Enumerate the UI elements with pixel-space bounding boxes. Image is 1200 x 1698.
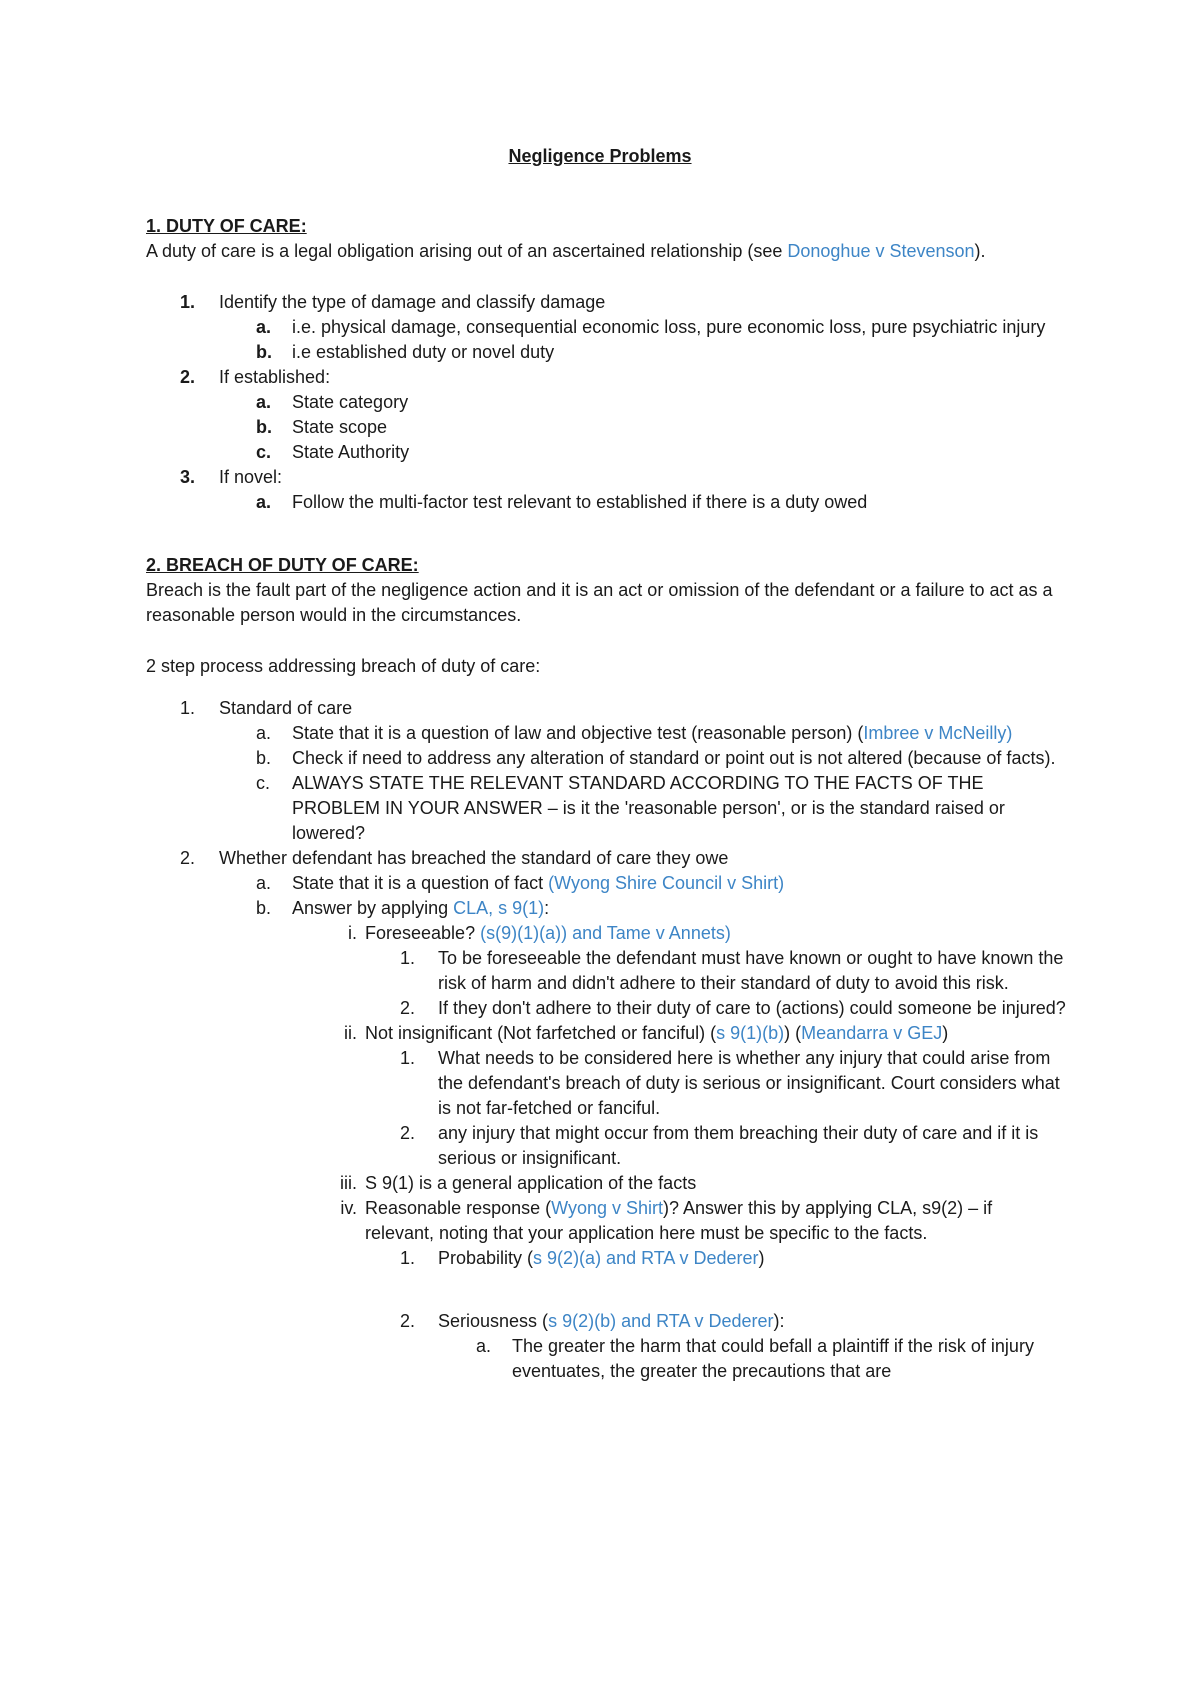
case-link-meandarra[interactable]: Meandarra v GEJ [801, 1023, 943, 1043]
list-item-not-insignificant-2: 2. any injury that might occur from them breaching their duty of care and if it is serious or insignificant. [400, 1123, 1039, 1168]
case-link-rta-probability[interactable]: s 9(2)(a) and RTA v Dederer [533, 1248, 759, 1268]
statute-link-s9-1-b[interactable]: s 9(1)(b) [716, 1023, 785, 1043]
duty-list-item: 3. If novel: [180, 467, 283, 487]
list-item-reasonable-response: iv. Reasonable response (Wyong v Shirt)? Answer this by applying CLA, s9(2) – if relevant, noting that your application here must be specific to the facts. [340, 1198, 993, 1243]
breach-intro: Breach is the fault part of the negligence action and it is an act or omission of the defendant or a failure to act as a reasonable person would in the circumstances. [146, 580, 1053, 625]
list-item-general-application: iii. S 9(1) is a general application of the facts [340, 1173, 697, 1193]
duty-sub-item: c. State Authority [256, 442, 410, 462]
statute-link-cla-s9-1[interactable]: CLA, s 9(1) [453, 898, 545, 918]
duty-sub-item: b. State scope [256, 417, 388, 437]
duty-list [146, 290, 1066, 515]
duty-list-item: 2. If established: [180, 367, 331, 387]
list-item-alteration: b. Check if need to address any alteration of standard or point out is not altered (because of facts). [256, 748, 1056, 768]
list-item-foreseeable-1: 1. To be foreseeable the defendant must have known or ought to have known the risk of harm and didn't adhere to their standard of duty to avoid this risk. [400, 948, 1064, 993]
list-item-foreseeable: i. Foreseeable? (s(9)(1)(a)) and Tame v Annets) [348, 923, 731, 943]
list-item-greater-harm: a. The greater the harm that could befall a plaintiff if the risk of injury eventuates, the greater the precautions that are [476, 1336, 1034, 1381]
list-item-whether-breached: 2. Whether defendant has breached the standard of care they owe [180, 848, 729, 868]
duty-heading: 1. DUTY OF CARE: [146, 216, 307, 236]
case-link-wyong[interactable]: (Wyong Shire Council v Shirt) [548, 873, 785, 893]
document-body [146, 214, 1066, 1384]
duty-sub-item: a. State category [256, 392, 409, 412]
case-link-wyong-shirt[interactable]: Wyong v Shirt [551, 1198, 664, 1218]
list-item-standard-of-care: 1. Standard of care [180, 698, 353, 718]
duty-sub-item: a. Follow the multi-factor test relevant to established if there is a duty owed [256, 492, 868, 512]
list-item-answer-by-applying: b. Answer by applying CLA, s 9(1): [256, 898, 550, 918]
case-link-tame[interactable]: (s(9)(1)(a)) and Tame v Annets) [480, 923, 731, 943]
list-item-not-insignificant: ii. Not insignificant (Not farfetched or fanciful) (s 9(1)(b)) (Meandarra v GEJ) [344, 1023, 949, 1043]
case-link-rta-seriousness[interactable]: s 9(2)(b) and RTA v Dederer [548, 1311, 774, 1331]
duty-list-item: 1. Identify the type of damage and classify damage [180, 292, 606, 312]
case-link-donoghue[interactable]: Donoghue v Stevenson [787, 241, 975, 261]
case-link-imbree[interactable]: Imbree v McNeilly) [863, 723, 1013, 743]
duty-sub-item: b. i.e established duty or novel duty [256, 342, 555, 362]
list-item-foreseeable-2: 2. If they don't adhere to their duty of care to (actions) could someone be injured? [400, 998, 1066, 1018]
document-title: Negligence Problems [508, 146, 692, 166]
list-item-question-of-law: a. State that it is a question of law and objective test (reasonable person) (Imbree v McNeilly) [256, 723, 1013, 743]
list-item-seriousness: 2. Seriousness (s 9(2)(b) and RTA v Dederer): [400, 1311, 785, 1331]
list-item-always-state: c. ALWAYS STATE THE RELEVANT STANDARD ACCORDING TO THE FACTS OF THE PROBLEM IN YOUR ANSWER – is it the 'reasonable person', or is the standard raised or lowered? [256, 773, 1005, 843]
breach-process: 2 step process addressing breach of duty of care: [146, 656, 541, 676]
breach-heading: 2. BREACH OF DUTY OF CARE: [146, 555, 419, 575]
list-item-probability: 1. Probability (s 9(2)(a) and RTA v Dederer) [400, 1248, 765, 1268]
duty-sub-item: a. i.e. physical damage, consequential economic loss, pure economic loss, pure psychiatric injury [256, 317, 1046, 337]
list-item-question-of-fact: a. State that it is a question of fact (Wyong Shire Council v Shirt) [256, 873, 785, 893]
list-item-not-insignificant-1: 1. What needs to be considered here is whether any injury that could arise from the defendant's breach of duty is serious or insignificant. Court considers what is not far-fetched or fanciful. [400, 1048, 1060, 1118]
duty-intro: A duty of care is a legal obligation arising out of an ascertained relationship (see Donoghue v Stevenson). [146, 241, 986, 261]
